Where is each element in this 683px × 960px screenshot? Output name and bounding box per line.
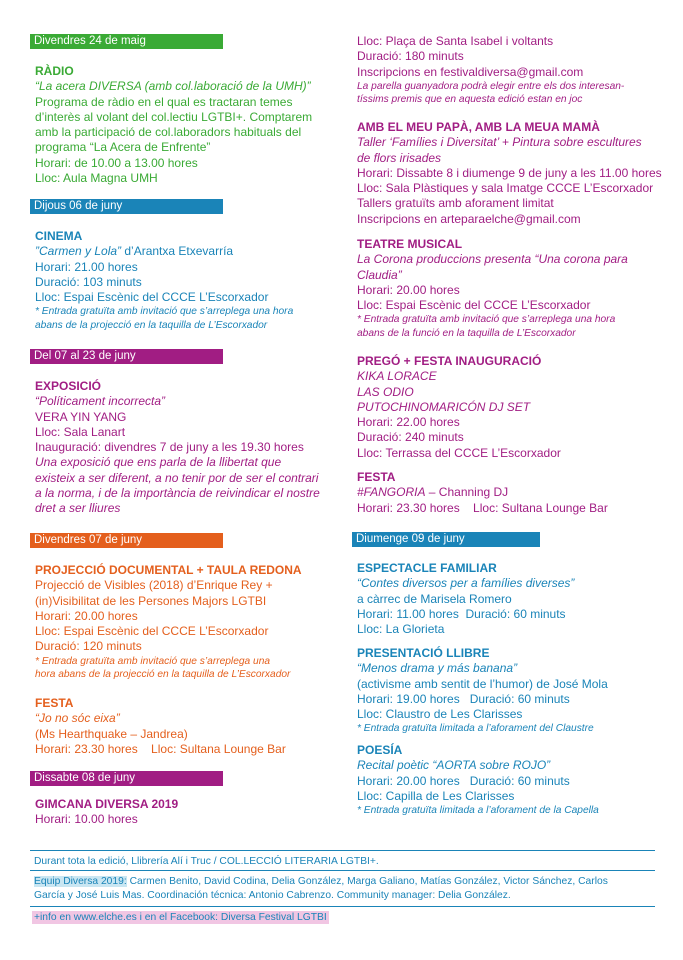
footer-info (32, 911, 329, 925)
team-members: Carmen Benito, David Codina, Delia González, Marga Galiano, Matías González, Victor Sánchez, Carlos (126, 876, 608, 887)
event-note: * Entrada gratuïta limitada a l’aforament de la Capella (357, 805, 599, 817)
event-subtitle: LAS ODIO (357, 384, 414, 399)
event-line: VERA YIN YANG (35, 409, 127, 424)
event-title: CINEMA (35, 229, 83, 243)
event-subtitle-rest: d’Arantxa Etxevarría (121, 244, 234, 259)
event-prego (357, 354, 561, 461)
event-note: abans de la projecció en la taquilla de L’Escorxador (35, 319, 268, 331)
event-line: Lloc: Terrassa del CCCE L’Escorxador (357, 445, 561, 460)
event-line: Horari: de 10.00 a 13.00 hores (35, 155, 198, 170)
event-line: Duració: 240 minuts (357, 430, 464, 445)
event-exposicio (35, 379, 320, 517)
event-line: Lloc: Aula Magna UMH (35, 171, 158, 186)
event-line: Duració: 120 minuts (35, 639, 142, 654)
event-subtitle: PUTOCHINOMARICÓN DJ SET (357, 399, 531, 414)
event-note: La parella guanyadora podrà elegir entre els dos interesan- (357, 80, 625, 92)
footer-divider-bottom (30, 906, 655, 907)
event-line: Horari: 20.00 hores (357, 282, 460, 297)
event-line: Horari: 10.00 hores (35, 812, 138, 827)
event-title: FESTA (35, 696, 74, 710)
info-link-text: +info en www.elche.es i en el Facebook: Diversa Festival LGTBI (34, 912, 327, 923)
event-title: GIMCANA DIVERSA 2019 (35, 797, 179, 811)
event-line: Lloc: Espai Escènic del CCCE L’Escorxador (35, 290, 269, 305)
event-poesia (357, 743, 599, 818)
event-line: Horari: 20.00 hores Duració: 60 minuts (357, 773, 570, 788)
event-subtitle: Claudia” (357, 267, 402, 282)
event-description: existeix a ser diferent, a no tenir por de ser el contrari (35, 470, 319, 485)
event-subtitle: La Corona produccions presenta “Una corona para (357, 252, 628, 267)
event-line: Lloc: Sala Lanart (35, 424, 126, 439)
event-title: PRESENTACIÓ LLIBRE (357, 646, 490, 660)
event-espectacle-familiar (357, 561, 574, 637)
event-note: * Entrada gratuïta amb invitació que s’arreplega una hora (357, 314, 616, 326)
event-subtitle: KIKA LORACE (357, 369, 437, 384)
footer-llibreria: Durant tota la edició, Llibrería Alí i Truc / COL.LECCIÓ LITERARIA LGTBI+. (34, 856, 379, 867)
date-header-07-23-juny: Del 07 al 23 de juny (30, 349, 223, 364)
event-line: Duració: 180 minuts (357, 49, 464, 64)
event-festa (35, 696, 286, 757)
event-title: PROJECCIÓ DOCUMENTAL + TAULA REDONA (35, 563, 302, 577)
event-cinema (35, 229, 293, 332)
event-title: EXPOSICIÓ (35, 379, 102, 393)
event-note: * Entrada gratuïta limitada a l’aforament del Claustre (357, 723, 594, 735)
event-projeccio (35, 563, 302, 682)
event-title: RÀDIO (35, 64, 74, 78)
footer-divider-middle (30, 870, 655, 871)
event-line: Projecció de Visibles (2018) d’Enrique Rey + (35, 578, 273, 593)
event-line: amb la participació de col.laboradors habituals del (35, 125, 302, 140)
event-line: Horari: 21.00 hores (35, 259, 138, 274)
event-description: Una exposició que ens parla de la llibertat que (35, 455, 282, 470)
event-gimcana (35, 797, 178, 828)
event-note: * Entrada gratuïta amb invitació que s’arreplega una (35, 655, 271, 667)
date-header-07-juny: Divendres 07 de juny (30, 533, 223, 548)
event-line: d’interès al volant del col.lectiu LGTBI+. Comptarem (35, 109, 313, 124)
event-line: Inscripcions en festivaldiversa@gmail.com (357, 64, 584, 79)
event-title: AMB EL MEU PAPÀ, AMB LA MEUA MAMÀ (357, 120, 600, 134)
event-line: Horari: 23.30 hores Lloc: Sultana Lounge Bar (357, 500, 608, 515)
event-line: (activisme amb sentit de l’humor) de José Mola (357, 676, 608, 691)
event-line: Horari: 22.00 hores (357, 415, 460, 430)
event-subtitle: #FANGORIA (357, 485, 426, 500)
date-header-06-juny: Dijous 06 de juny (30, 199, 223, 214)
team-label: Equip Diversa 2019: (34, 876, 127, 887)
event-note: abans de la funció en la taquilla de L’Escorxador (357, 327, 576, 339)
event-title: PREGÓ + FESTA INAUGURACIÓ (357, 354, 542, 368)
event-line: Lloc: La Glorieta (357, 622, 445, 637)
team-credits: García y José Luis Mas. Coordinación técnica: Antonio Cabrenzo. Community manager: Delia González. (34, 890, 511, 901)
event-teatre-musical (357, 237, 628, 340)
event-note: tíssims premis que en aquesta edició estan en joc (357, 94, 583, 106)
event-description: dret a ser lliures (35, 501, 121, 516)
date-header-24-maig: Divendres 24 de maig (30, 34, 223, 49)
event-line: Lloc: Espai Escènic del CCCE L’Escorxador (357, 298, 591, 313)
event-subtitle: “Menos drama y más banana” (357, 661, 518, 676)
event-presentacio-llibre (357, 646, 608, 736)
event-line: Tallers gratuïts amb aforament limitat (357, 196, 554, 211)
event-line: Horari: Dissabte 8 i diumenge 9 de juny a les 11.00 hores (357, 165, 662, 180)
event-line: Lloc: Espai Escènic del CCCE L’Escorxador (35, 624, 269, 639)
event-line: Horari: 19.00 hores Duració: 60 minuts (357, 691, 570, 706)
event-line: Inscripcions en arteparaelche@gmail.com (357, 211, 581, 226)
event-line: Horari: 20.00 hores (35, 608, 138, 623)
footer-divider-top (30, 850, 655, 851)
event-subtitle: “Contes diversos per a famílies diverses” (357, 576, 575, 591)
event-subtitle-rest: – Channing DJ (425, 485, 509, 500)
event-line: programa “La Acera de Enfrente” (35, 140, 211, 155)
event-subtitle: “La acera DIVERSA (amb col.laboració de la UMH)” (35, 79, 311, 94)
event-line: (in)Visibilitat de les Persones Majors LGTBI (35, 593, 267, 608)
event-line: a càrrec de Marisela Romero (357, 591, 512, 606)
event-line: Lloc: Plaça de Santa Isabel i voltants (357, 34, 554, 48)
event-note: hora abans de la projecció en la taquilla de L’Escorxador (35, 669, 291, 681)
event-line: Lloc: Claustro de Les Clarisses (357, 707, 523, 722)
event-title: TEATRE MUSICAL (357, 237, 463, 251)
event-gimcana-continued (357, 34, 624, 107)
event-line: Duració: 103 minuts (35, 274, 142, 289)
event-note: * Entrada gratuïta amb invitació que s’arreplega una hora (35, 306, 294, 318)
event-festa-fangoria (357, 470, 608, 516)
event-subtitle: Recital poètic “AORTA sobre ROJO” (357, 758, 551, 773)
date-header-08-juny: Dissabte 08 de juny (30, 771, 223, 786)
event-subtitle: ”Carmen y Lola” (35, 244, 122, 259)
event-line: Horari: 23.30 hores Lloc: Sultana Lounge Bar (35, 741, 286, 756)
date-header-09-juny: Diumenge 09 de juny (352, 532, 540, 547)
event-title: POESÍA (357, 743, 403, 757)
event-line: Programa de ràdio en el qual es tractaran temes (35, 94, 293, 109)
event-line: Inauguració: divendres 7 de juny a les 19.30 hores (35, 440, 304, 455)
footer-team (34, 875, 608, 903)
event-line: Lloc: Sala Plàstiques y sala Imatge CCCE L’Escorxador (357, 181, 654, 196)
event-title: ESPECTACLE FAMILIAR (357, 561, 497, 575)
event-radio (35, 64, 312, 186)
event-line: Lloc: Capilla de Les Clarisses (357, 788, 515, 803)
event-description: a la norma, i de la importància de reivindicar el nostre (35, 486, 320, 501)
event-line: Horari: 11.00 hores Duració: 60 minuts (357, 606, 566, 621)
event-line: (Ms Hearthquake – Jandrea) (35, 726, 188, 741)
event-subtitle: “Políticament incorrecta” (35, 394, 166, 409)
event-subtitle: “Jo no sóc eixa” (35, 711, 120, 726)
event-amb-el-meu-papa (357, 120, 662, 227)
event-title: FESTA (357, 470, 396, 484)
event-subtitle: Taller ‘Famílies i Diversitat’ + Pintura sobre escultures (357, 135, 642, 150)
event-subtitle: de flors irisades (357, 150, 442, 165)
